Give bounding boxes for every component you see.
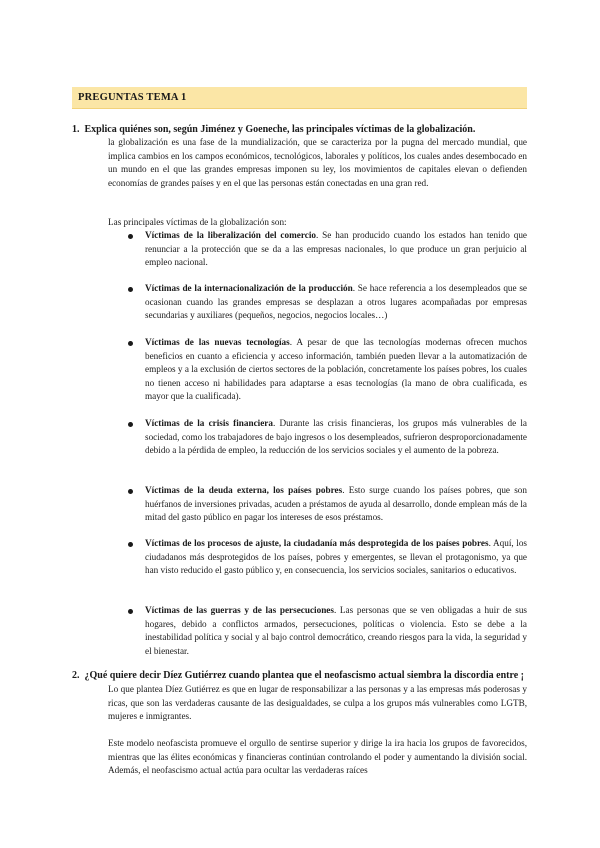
bullet-4 xyxy=(128,422,133,427)
q1-intro-paragraph: la globalización es una fase de la mundialización, que se caracteriza por la pugna del mercado mundial, que implica cambios en los campos económicos, tecnológicos, laborales y políticos, los cuales andes desembocado en un mundo en el que las grandes empresas imponen su ley, los movimientos de capitales elevan o defienden economías de grandes países y en el que las personas están conectadas en una gran red. xyxy=(108,137,527,188)
victim-item-2-text: . Se hace referencia a los desempleados que se ocasionan cuando las grandes empresas se desplazan a otros lugares acompañadas por empresas secundarias y auxiliares (pequeños, negocios, negocios locales…) xyxy=(145,283,528,320)
victim-item-6 xyxy=(145,537,527,578)
question-2-number: 2. xyxy=(72,670,80,681)
victim-item-7-title: Víctimas de las guerras y de las persecuciones xyxy=(145,605,334,615)
q2-paragraph-2: Este modelo neofascista promueve el orgullo de sentirse superior y dirige la ira hacia los grupos de favorecidos, mientras que las élites económicas y financieras continúan controlando el poder y aumentando la división social. Además, el neofascismo actual actúa para ocultar las verdaderas raíces xyxy=(108,738,527,775)
victim-item-6-title: Víctimas de los procesos de ajuste, la ciudadanía más desprotegida de los países pobres xyxy=(145,538,489,548)
section-title-bar xyxy=(72,87,527,109)
question-1 xyxy=(72,124,475,135)
victim-item-4 xyxy=(145,417,527,458)
victim-item-1 xyxy=(145,229,527,270)
victim-item-7-text: . Las personas que se ven obligadas a huir de sus hogares, debido a conflictos armados, persecuciones, políticas o violencia. Esto se debe a la inestabilidad política y social y al bajo control democrático, creando riesgos para la vida, la seguridad y el bienestar. xyxy=(145,605,528,656)
victim-item-1-text: . Se han producido cuando los estados han tenido que renunciar a la protección que se da a las empresas nacionales, lo que produce un gran perjuicio al empleo nacional. xyxy=(145,230,528,267)
victim-item-3 xyxy=(145,336,527,404)
victim-item-1-title: Víctimas de la liberalización del comercio xyxy=(145,230,316,240)
bullet-5 xyxy=(128,489,133,494)
victim-item-5 xyxy=(145,484,527,525)
question-1-text: Explica quiénes son, según Jiménez y Goeneche, las principales víctimas de la globalización. xyxy=(84,124,476,135)
question-2-text: ¿Qué quiere decir Díez Gutiérrez cuando plantea que el neofascismo actual siembra la discordia entre ¡ xyxy=(84,670,524,681)
section-title: PREGUNTAS TEMA 1 xyxy=(78,92,187,103)
victim-item-4-title: Víctimas de la crisis financiera xyxy=(145,418,273,428)
victim-item-2-title: Víctimas de la internacionalización de la producción xyxy=(145,283,353,293)
victim-item-2 xyxy=(145,282,527,323)
bullet-1 xyxy=(128,234,133,239)
victim-item-3-text: . A pesar de que las tecnologías modernas ofrecen muchos beneficios en cuanto a eficiencia y acceso información, también pueden llevar a la automatización de empleos y a la exclusión de ciertos sectores de la población, concretamente los países pobres, los cuales no tienen acceso ni habilidades para adaptarse a esas tecnologías (la mano de obra cualificada, es mayor que la cualificada). xyxy=(145,337,527,401)
bullet-7 xyxy=(128,609,133,614)
question-1-number: 1. xyxy=(72,124,80,135)
victim-item-4-text: . Durante las crisis financieras, los grupos más vulnerables de la sociedad, como los trabajadores de bajo ingresos o los desempleados, sufrieron desproporcionadamente debido a la pérdida de empleo, la reducción de los servicios sociales y el aumento de la pobreza. xyxy=(145,418,527,455)
victim-item-5-text: . Esto surge cuando los países pobres, que son huérfanos de inversiones privadas, acuden a préstamos de ayuda al desarrollo, donde emplean más de la mitad del gasto público en pagar los intereses de esos préstamos. xyxy=(145,485,527,522)
victim-item-5-title: Víctimas de la deuda externa, los países pobres xyxy=(145,485,343,495)
victim-item-3-title: Víctimas de las nuevas tecnologías xyxy=(145,337,290,347)
bullet-2 xyxy=(128,287,133,292)
bullet-6 xyxy=(128,542,133,547)
bullet-3 xyxy=(128,341,133,346)
victim-item-7 xyxy=(145,604,527,658)
question-2 xyxy=(72,670,527,681)
q2-paragraph-1: Lo que plantea Díez Gutiérrez es que en lugar de responsabilizar a las personas y a las empresas más poderosas y ricas, que son las verdaderas causante de las desigualdades, se culpa a los grupos más vulnerables como LGTB, mujeres e inmigrantes. xyxy=(108,684,527,721)
q1-victims-lead: Las principales víctimas de la globalización son: xyxy=(108,217,287,227)
victim-item-6-text: . Aquí, los ciudadanos más desprotegidos de los países, pobres y emergentes, se llevan el protagonismo, ya que han visto reducido el gasto público y, en consecuencia, los servicios sociales, sanitarios o educativos. xyxy=(145,538,528,575)
